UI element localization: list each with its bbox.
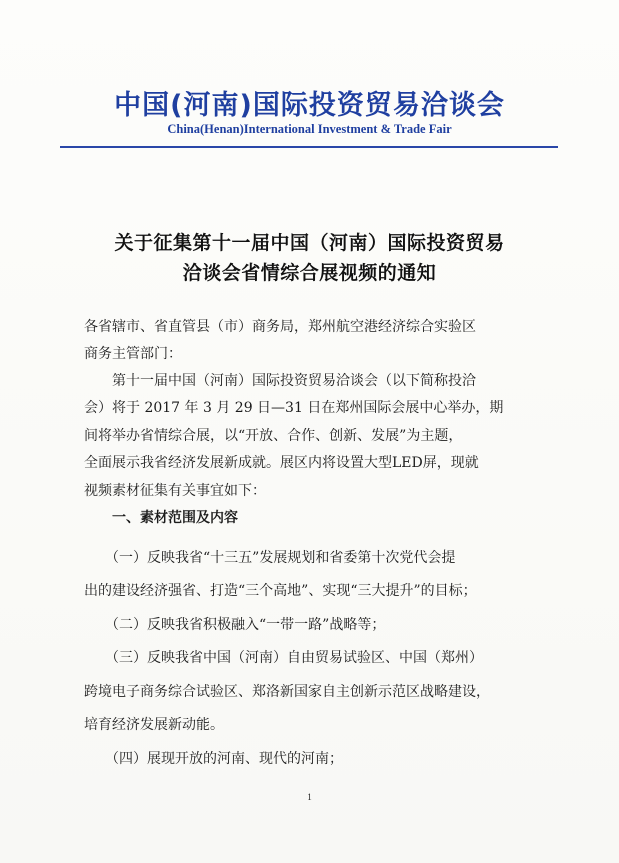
body-line-4: 会）将于 2017 年 3 月 29 日—31 日在郑州国际会展中心举办，期 (84, 400, 504, 416)
body-line-12: （三）反映我省中国（河南）自由贸易试验区、中国（郑州） (84, 650, 483, 666)
body-line-6: 全面展示我省经济发展新成就。展区内将设置大型LED屏，现就 (84, 455, 479, 471)
letterhead-subtitle: China(Henan)International Investment & Trade Fair (167, 122, 452, 136)
body-line-2: 商务主管部门： (84, 346, 182, 362)
body-line-10: 出的建设经济强省、打造“三个高地”、实现“三大提升”的目标； (84, 583, 477, 599)
letterhead-divider (60, 146, 558, 148)
page-number: 1 (307, 792, 312, 802)
body-line-15: （四）展现开放的河南、现代的河南； (84, 751, 343, 767)
body-line-14: 培育经济发展新动能。 (84, 717, 224, 733)
body-line-9: （一）反映我省“十三五”发展规划和省委第十次党代会提 (84, 550, 456, 566)
section-heading-1: 一、素材范围及内容 (84, 510, 238, 526)
body-line-5: 间将举办省情综合展，以“开放、合作、创新、发展”为主题， (84, 428, 463, 444)
letterhead-title: 中国(河南)国际投资贸易洽谈会 (114, 90, 505, 121)
body-line-11: （二）反映我省积极融入“一带一路”战略等； (84, 617, 386, 633)
body-line-3: 第十一届中国（河南）国际投资贸易洽谈会（以下简称投洽 (84, 373, 476, 389)
body-line-13: 跨境电子商务综合试验区、郑洛新国家自主创新示范区战略建设， (84, 684, 490, 700)
body-line-1: 各省辖市、省直管县（市）商务局，郑州航空港经济综合实验区 (84, 319, 476, 335)
document-title-line-2: 洽谈会省情综合展视频的通知 (182, 262, 437, 284)
document-title-line-1: 关于征集第十一届中国（河南）国际投资贸易 (114, 232, 505, 254)
body-line-7: 视频素材征集有关事宜如下： (84, 483, 266, 499)
